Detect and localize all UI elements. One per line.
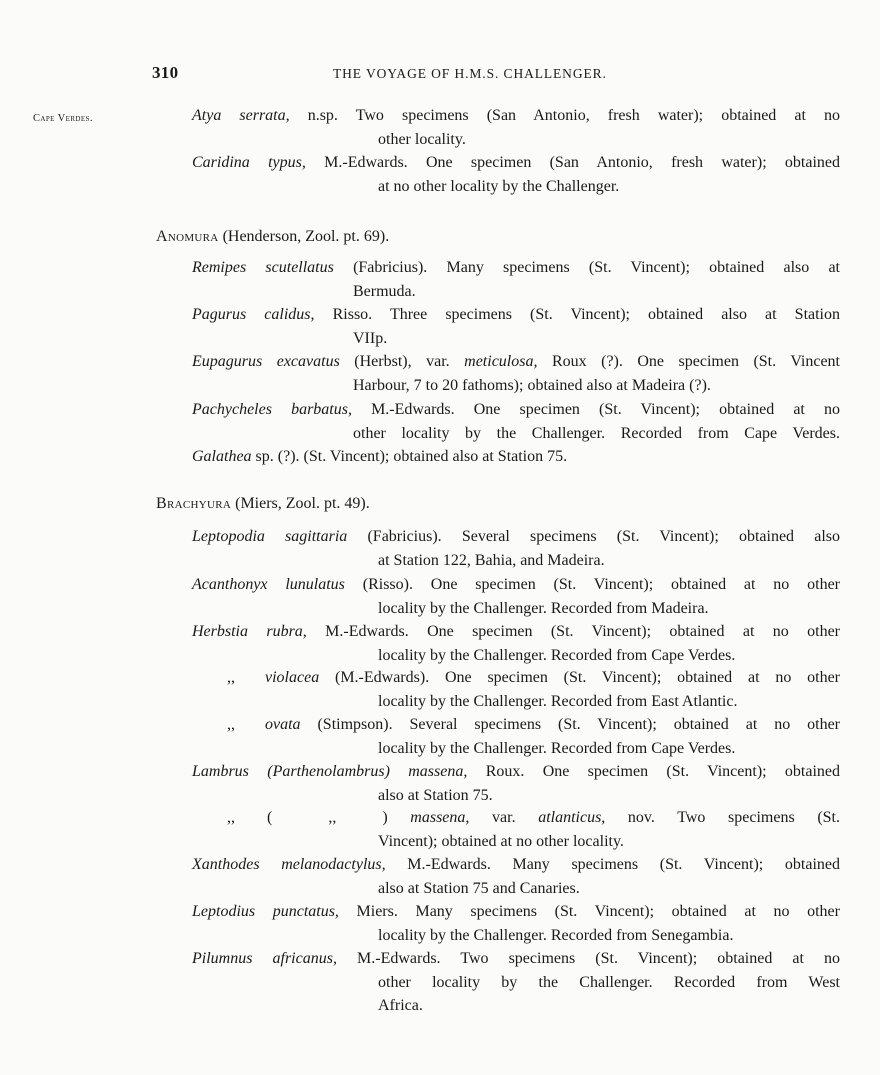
section-reference: (Henderson, Zool. pt. 69). xyxy=(218,228,390,245)
entry-text: nov. Two specimens (St. xyxy=(605,809,840,826)
entry-text: (M.-Edwards). One specimen (St. Vincent); obtained at no other xyxy=(319,669,840,686)
entry-pachycheles-barbatus xyxy=(192,398,840,445)
entry-atya-serrata xyxy=(192,104,840,151)
ditto-mark: ,, xyxy=(328,809,337,826)
entry-continuation: other locality by the Challenger. Recorded from Cape Verdes. xyxy=(353,424,840,442)
variety-name: atlanticus, xyxy=(538,809,606,826)
entry-text: sp. (?). (St. Vincent); obtained also at Station 75. xyxy=(251,448,568,465)
entry-text: (Risso). One specimen (St. Vincent); obtained at no other xyxy=(344,576,840,593)
entry-continuation: also at Station 75 and Canaries. xyxy=(378,879,580,897)
entry-herbstia-violacea xyxy=(227,666,840,713)
ditto-mark: ,, xyxy=(227,716,235,733)
section-name: Brachyura xyxy=(156,495,232,512)
entry-xanthodes-melanodactylus xyxy=(192,853,840,900)
entry-herbstia-rubra xyxy=(192,620,840,667)
entry-continuation: Africa. xyxy=(378,997,423,1014)
variety-name: meticulosa, xyxy=(464,353,538,370)
entry-pagurus-calidus xyxy=(192,303,840,350)
species-name: Pachycheles barbatus, xyxy=(192,401,352,418)
entry-continuation: also at Station 75. xyxy=(378,786,493,804)
species-name: Leptopodia sagittaria xyxy=(192,528,348,545)
species-name: Caridina typus, xyxy=(192,154,306,171)
species-name: massena, xyxy=(410,809,470,826)
entry-text: n.sp. Two specimens (San Antonio, fresh water); obtained at no xyxy=(289,107,840,124)
section-reference: (Miers, Zool. pt. 49). xyxy=(231,495,370,512)
entry-pilumnus-africanus xyxy=(192,947,840,1018)
entry-remipes-scutellatus xyxy=(192,256,840,303)
entry-continuation: other locality. xyxy=(378,130,466,148)
species-name: massena, xyxy=(408,763,468,780)
entry-text: Miers. Many specimens (St. Vincent); obtained at no other xyxy=(338,903,840,920)
running-head: THE VOYAGE OF H.M.S. CHALLENGER. xyxy=(333,66,607,81)
page-number: 310 xyxy=(152,63,179,82)
entry-text: Roux (?). One specimen (St. Vincent xyxy=(537,353,840,370)
entry-text: Risso. Three specimens (St. Vincent); obtained also at Station xyxy=(314,306,841,323)
species-name: Remipes scutellatus xyxy=(192,259,334,276)
entry-text: M.-Edwards. One specimen (San Antonio, fresh water); obtained xyxy=(305,154,841,171)
species-name: Acanthonyx lunulatus xyxy=(192,576,345,593)
entry-text: M.-Edwards. One specimen (St. Vincent); obtained at no xyxy=(351,401,840,418)
open-parenthesis: ( xyxy=(267,809,273,826)
entry-galathea xyxy=(192,445,840,469)
entry-leptodius-punctatus xyxy=(192,900,840,947)
species-name: Pilumnus africanus, xyxy=(192,950,337,967)
entry-text: Roux. One specimen (St. Vincent); obtained xyxy=(467,763,841,780)
entry-continuation: Bermuda. xyxy=(353,282,416,300)
species-name: violacea xyxy=(265,669,320,686)
entry-text: var. xyxy=(469,809,539,826)
entry-text: M.-Edwards. Many specimens (St. Vincent); obtained xyxy=(385,856,841,873)
species-name: Galathea xyxy=(192,448,252,465)
entry-caridina-typus xyxy=(192,151,840,198)
section-heading-brachyura xyxy=(156,495,370,513)
entry-continuation: VIIp. xyxy=(353,329,388,347)
entry-text: (Stimpson). Several specimens (St. Vincent); obtained at no other xyxy=(300,716,840,733)
close-parenthesis: ) xyxy=(382,809,388,826)
margin-note: Cape Verdes. xyxy=(33,113,93,124)
entry-continuation: locality by the Challenger. Recorded from Madeira. xyxy=(378,599,709,617)
species-name: Xanthodes melanodactylus, xyxy=(192,856,386,873)
section-name: Anomura xyxy=(156,228,219,245)
entry-continuation: locality by the Challenger. Recorded from Cape Verdes. xyxy=(378,646,736,664)
subgenus-name: (Parthenolambrus) xyxy=(267,763,390,780)
genus-name: Lambrus xyxy=(192,763,249,780)
ditto-mark: ,, xyxy=(227,669,235,686)
species-name: Leptodius punctatus, xyxy=(192,903,339,920)
entry-continuation: Harbour, 7 to 20 fathoms); obtained also at Madeira (?). xyxy=(353,376,711,394)
entry-lambrus-massena-atlanticus xyxy=(227,806,840,853)
entry-continuation: locality by the Challenger. Recorded from Senegambia. xyxy=(378,926,734,944)
entry-continuation: locality by the Challenger. Recorded from Cape Verdes. xyxy=(378,739,736,757)
entry-continuation: other locality by the Challenger. Recorded from West xyxy=(378,973,840,991)
entry-text: M.-Edwards. Two specimens (St. Vincent); obtained at no xyxy=(336,950,841,967)
section-heading-anomura xyxy=(156,228,389,246)
entry-continuation: locality by the Challenger. Recorded from East Atlantic. xyxy=(378,692,738,710)
species-name: Eupagurus excavatus xyxy=(192,353,340,370)
entry-text: (Herbst), var. xyxy=(339,353,465,370)
entry-text: M.-Edwards. One specimen (St. Vincent); obtained at no other xyxy=(306,623,840,640)
entry-lambrus-massena xyxy=(192,760,840,807)
species-name: ovata xyxy=(265,716,301,733)
entry-acanthonyx-lunulatus xyxy=(192,573,840,620)
entry-text: (Fabricius). Many specimens (St. Vincent); obtained also at xyxy=(333,259,841,276)
ditto-mark: ,, xyxy=(227,809,235,826)
entry-continuation: Vincent); obtained at no other locality. xyxy=(378,832,624,850)
entry-herbstia-ovata xyxy=(227,713,840,760)
entry-continuation: at Station 122, Bahia, and Madeira. xyxy=(378,551,605,569)
species-name: Atya serrata, xyxy=(192,107,290,124)
entry-leptopodia-sagittaria xyxy=(192,525,840,572)
entry-text: (Fabricius). Several specimens (St. Vincent); obtained also xyxy=(347,528,840,545)
species-name: Pagurus calidus, xyxy=(192,306,315,323)
species-name: Herbstia rubra, xyxy=(192,623,307,640)
entry-eupagurus-excavatus xyxy=(192,350,840,397)
entry-continuation: at no other locality by the Challenger. xyxy=(378,177,620,195)
